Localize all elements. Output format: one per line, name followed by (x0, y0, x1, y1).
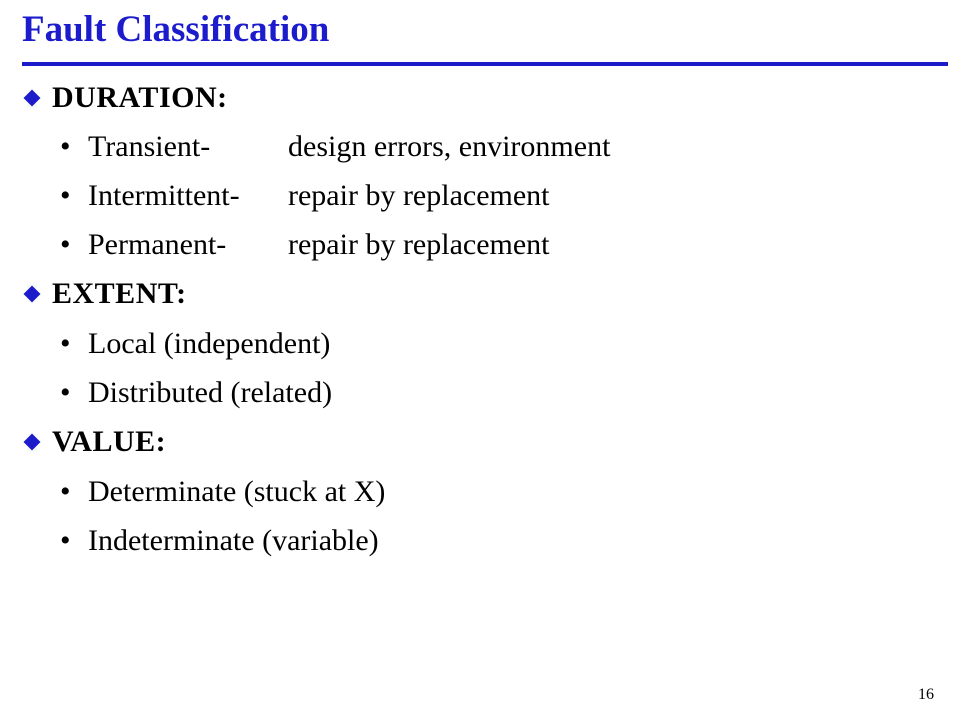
item-text: Determinate (stuck at X) (88, 475, 386, 508)
list-item-transient (60, 127, 610, 167)
item-detail: repair by replacement (288, 179, 550, 212)
item-term: Transient- (88, 130, 211, 163)
bullet: • (60, 327, 71, 360)
diamond-bullet-icon (24, 90, 41, 107)
page-number: 16 (918, 686, 934, 703)
item-text: Indeterminate (variable) (88, 524, 379, 557)
section-label: EXTENT: (52, 277, 187, 310)
item-term: Intermittent- (88, 179, 240, 212)
section-duration (22, 78, 228, 118)
item-text: Distributed (related) (88, 376, 333, 409)
bullet: • (60, 179, 71, 212)
diamond-bullet-icon (24, 434, 41, 451)
item-term: Permanent- (88, 228, 227, 261)
list-item-indeterminate (60, 521, 379, 561)
list-item-permanent (60, 225, 550, 265)
section-extent (22, 274, 187, 314)
list-item-intermittent (60, 176, 550, 216)
list-item-local (60, 324, 330, 364)
slide-title: Fault Classification (22, 9, 330, 50)
diamond-bullet-icon (24, 286, 41, 303)
list-item-distributed (60, 373, 332, 413)
bullet: • (60, 130, 71, 163)
section-label: VALUE: (52, 425, 167, 458)
bullet: • (60, 376, 71, 409)
bullet: • (60, 524, 71, 557)
section-value (22, 422, 166, 462)
item-detail: repair by replacement (288, 228, 550, 261)
item-detail: design errors, environment (288, 130, 611, 163)
section-label: DURATION: (52, 81, 228, 114)
bullet: • (60, 475, 71, 508)
item-text: Local (independent) (88, 327, 331, 360)
list-item-determinate (60, 472, 385, 512)
bullet: • (60, 228, 71, 261)
title-underline (22, 62, 948, 66)
